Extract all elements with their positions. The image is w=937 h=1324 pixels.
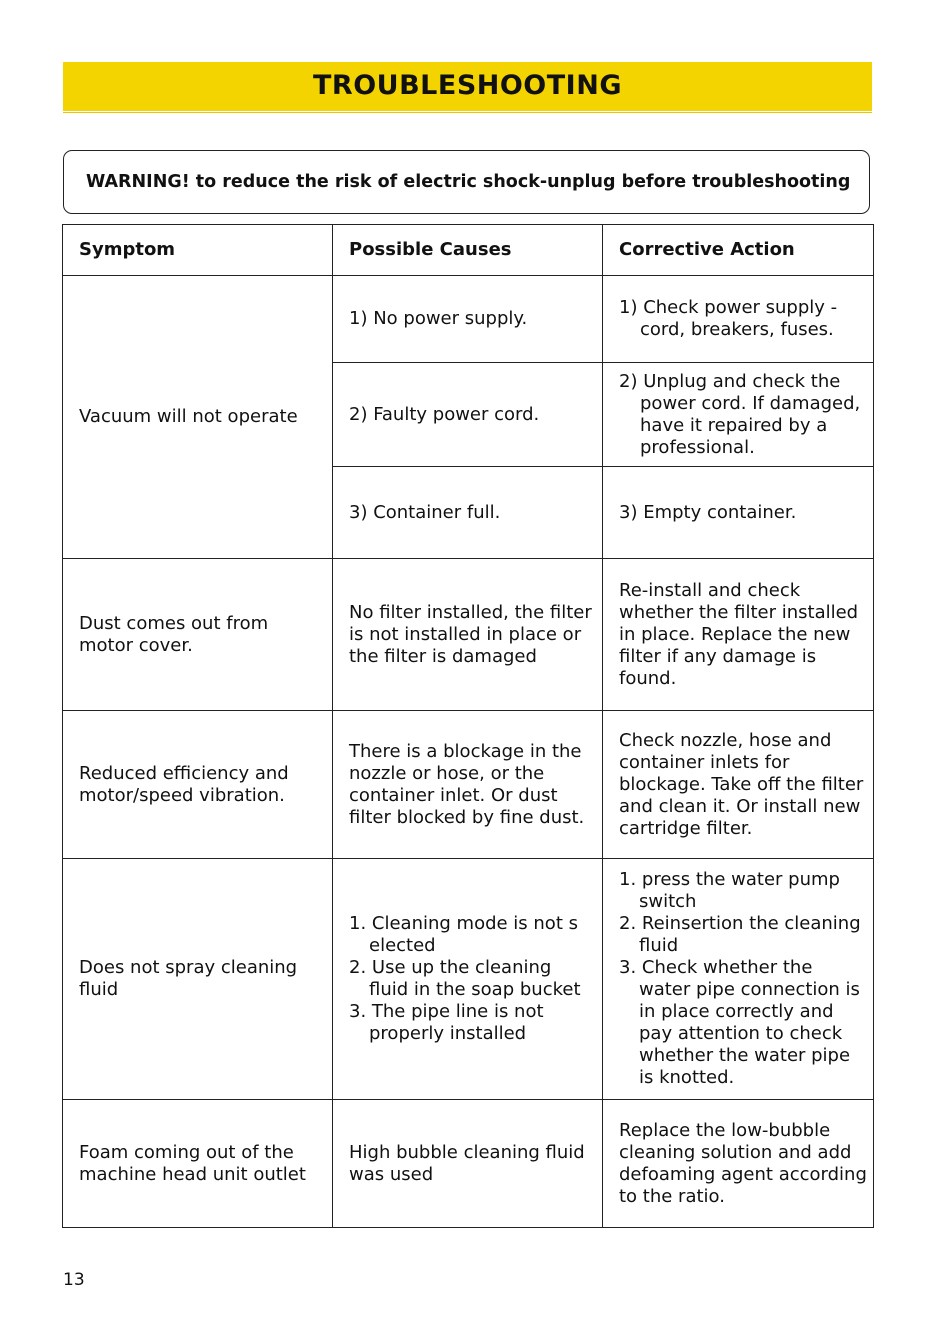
action-text: 1) Check power supply -cord, breakers, fuses. [619, 297, 838, 340]
list-item: 3. The pipe line is not properly installed [349, 1001, 544, 1044]
title-bar [63, 62, 872, 111]
cause-cell: No filter installed, the filter is not installed in place or the filter is damaged [333, 559, 603, 711]
symptom-cell: Foam coming out of the machine head unit outlet [63, 1100, 333, 1228]
action-cell [603, 363, 874, 467]
troubleshooting-table [62, 224, 874, 1228]
page-number: 13 [63, 1270, 85, 1290]
table-row [63, 1100, 874, 1228]
action-cell: Check nozzle, hose and container inlets for blockage. Take off the filter and clean it. Or install new cartridge filter. [603, 711, 874, 859]
action-text: 3) Empty container. [619, 501, 797, 523]
table-row [63, 276, 874, 363]
header-action: Corrective Action [603, 225, 874, 276]
cause-cell [333, 467, 603, 559]
list-item: 1. press the water pump switch [619, 869, 840, 912]
symptom-cell: Does not spray cleaning fluid [63, 859, 333, 1100]
warning-text: WARNING! to reduce the risk of electric shock-unplug before troubleshooting [86, 172, 851, 192]
action-cell [603, 859, 874, 1100]
cause-list [349, 913, 596, 1045]
cause-cell: There is a blockage in the nozzle or hose, or the container inlet. Or dust filter blocked by fine dust. [333, 711, 603, 859]
cause-text: 1) No power supply. [349, 308, 528, 329]
table-row [63, 559, 874, 711]
cause-cell [333, 276, 603, 363]
warning-box [63, 150, 870, 214]
header-causes: Possible Causes [333, 225, 603, 276]
list-item: 3. Check whether the water pipe connection is in place correctly and pay attention to check whether the water pipe is knotted. [619, 957, 860, 1088]
symptom-cell: Vacuum will not operate [63, 276, 333, 559]
action-cell [603, 467, 874, 559]
table-row [63, 711, 874, 859]
action-cell: Replace the low-bubble cleaning solution and add defoaming agent according to the ratio. [603, 1100, 874, 1228]
action-list [619, 869, 867, 1089]
header-symptom: Symptom [63, 225, 333, 276]
list-item: 2. Reinsertion the cleaning fluid [619, 913, 861, 956]
action-cell: Re-install and check whether the filter installed in place. Replace the new filter if any damage is found. [603, 559, 874, 711]
cause-cell [333, 859, 603, 1100]
symptom-cell: Dust comes out from motor cover. [63, 559, 333, 711]
cause-cell [333, 363, 603, 467]
list-item: 1. Cleaning mode is not s elected [349, 913, 578, 956]
page-title: TROUBLESHOOTING [313, 69, 622, 101]
header-row [63, 225, 874, 276]
cause-cell: High bubble cleaning fluid was used [333, 1100, 603, 1228]
action-cell [603, 276, 874, 363]
table-row [63, 859, 874, 1100]
symptom-cell: Reduced efficiency and motor/speed vibration. [63, 711, 333, 859]
cause-text: 2) Faulty power cord. [349, 403, 540, 425]
action-text: 2) Unplug and check the power cord. If damaged, have it repaired by a professional. [619, 370, 861, 458]
cause-text: 3) Container full. [349, 501, 501, 523]
list-item: 2. Use up the cleaning fluid in the soap bucket [349, 957, 581, 1000]
